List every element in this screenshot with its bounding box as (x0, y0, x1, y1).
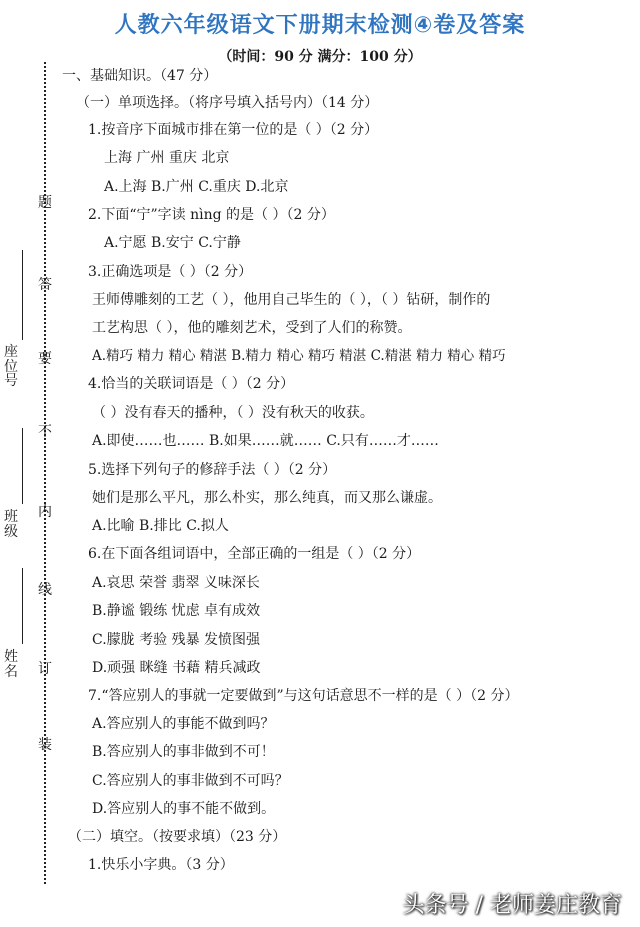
q3-text-line-1: 王师傅雕刻的工艺（ ），他用自己毕生的（ ），（ ）钻研，制作的 (92, 292, 491, 308)
q2-options: A.宁愿 B.安宁 C.宁静 (104, 235, 241, 251)
q7-option-b: B.答应别人的事非做到不可！ (92, 744, 275, 760)
binding-char-ti: 题 (38, 195, 52, 211)
q3-stem: 3.正确选项是（ ）（2 分） (88, 264, 253, 280)
class-label: 班 级 (4, 509, 18, 540)
q8-stem: 1.快乐小字典。（3 分） (88, 857, 234, 873)
page-title: 人教六年级语文下册期末检测④卷及答案 (114, 13, 526, 38)
q4-text: （ ）没有春天的播种，（ ）没有秋天的收获。 (92, 405, 374, 421)
section-1-heading: 一、基础知识。（47 分） (62, 68, 218, 84)
binding-char-ding: 订 (38, 661, 52, 677)
q7-stem: 7.“答应别人的事就一定要做到”与这句话意思不一样的是（ ）（2 分） (88, 688, 519, 704)
q6-option-d: D.顽强 眯缝 书藉 精兵减政 (92, 660, 261, 676)
name-label: 姓 名 (4, 649, 18, 680)
q4-stem: 4.恰当的关联词语是（ ）（2 分） (88, 376, 295, 392)
exam-time-score: （时间：90 分 满分：100 分） (218, 49, 422, 65)
binding-char-xian: 线 (38, 582, 52, 598)
q5-stem: 5.选择下列句子的修辞手法（ ）（2 分） (88, 462, 337, 478)
name-underline (22, 568, 23, 644)
q6-option-b: B.静谧 锻练 忧虑 卓有成效 (92, 603, 261, 619)
q6-option-a: A.哀思 荣誉 翡翠 义味深长 (92, 575, 260, 591)
q7-option-d: D.答应别人的事不能不做到。 (92, 801, 276, 817)
section-1-2-heading: （二）填空。（按要求填）（23 分） (68, 829, 287, 845)
q1-cities: 上海 广州 重庆 北京 (104, 150, 230, 166)
q4-options: A.即使……也…… B.如果……就…… C.只有……才…… (92, 433, 439, 449)
q2-stem: 2.下面“宁”字读 nìng 的是（ ）（2 分） (88, 207, 335, 223)
q6-option-c: C.朦胧 考验 残暴 发愤图强 (92, 632, 261, 648)
seat-number-underline (22, 250, 23, 340)
watermark: 头条号 / 老师姜庄教育 (402, 893, 622, 918)
q6-stem: 6.在下面各组词语中，全部正确的一组是（ ）（2 分） (88, 546, 421, 562)
q5-options: A.比喻 B.排比 C.拟人 (92, 518, 229, 534)
section-1-1-heading: （一）单项选择。（将序号填入括号内）（14 分） (76, 95, 379, 111)
q3-text-line-2: 工艺构思（ ），他的雕刻艺术，受到了人们的称赞。 (92, 320, 412, 336)
seat-number-label: 座 位 号 (4, 344, 18, 390)
q1-stem: 1.按音序下面城市排在第一位的是（ ）（2 分） (88, 122, 379, 138)
q7-option-a: A.答应别人的事能不做到吗？ (92, 716, 275, 732)
binding-char-yao: 要 (38, 351, 52, 367)
binding-char-da: 答 (38, 277, 52, 293)
binding-char-nei: 内 (38, 504, 52, 520)
class-underline (22, 428, 23, 504)
binding-char-zhuang: 装 (38, 737, 52, 753)
q5-text: 她们是那么平凡，那么朴实，那么纯真，而又那么谦虚。 (92, 490, 442, 506)
binding-char-bu: 不 (38, 424, 52, 440)
q1-options: A.上海 B.广州 C.重庆 D.北京 (104, 179, 289, 195)
binding-dotted-line (44, 62, 46, 884)
q7-option-c: C.答应别人的事非做到不可吗？ (92, 773, 289, 789)
q3-options: A.精巧 精力 精心 精湛 B.精力 精心 精巧 精湛 C.精湛 精力 精心 精巧 (92, 348, 506, 364)
